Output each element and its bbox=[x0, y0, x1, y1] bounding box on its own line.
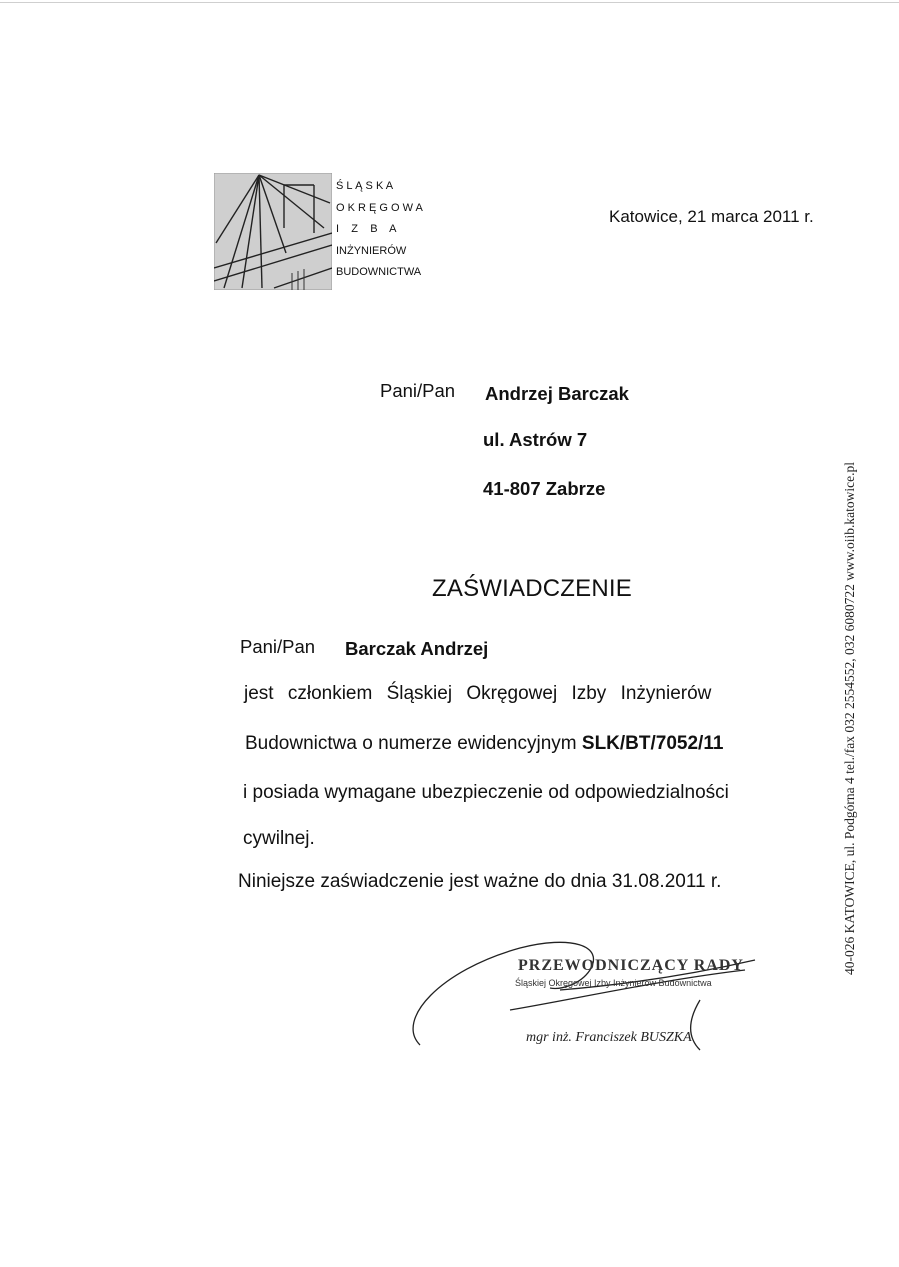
chamber-logo-text bbox=[336, 176, 423, 284]
stamp-title: PRZEWODNICZĄCY RADY bbox=[518, 957, 744, 974]
body-line-civil: cywilnej. bbox=[243, 828, 315, 849]
body-label: Pani/Pan bbox=[240, 636, 316, 657]
validity-statement: Niniejsze zaświadczenie jest ważne do dnia 31.08.2011 r. bbox=[238, 871, 722, 892]
logo-line: O K R Ę G O W A bbox=[336, 201, 423, 214]
chamber-logo-graphic bbox=[214, 173, 332, 290]
recipient-label: Pani/Pan bbox=[380, 380, 456, 401]
body-line-insurance: i posiada wymagane ubezpieczenie od odpowiedzialności bbox=[243, 782, 729, 803]
registration-text: Budownictwa o numerze ewidencyjnym bbox=[245, 733, 577, 754]
logo-line: INŻYNIERÓW bbox=[336, 244, 407, 257]
logo-line: Ś L Ą S K A bbox=[336, 180, 394, 192]
document-title: ZAŚWIADCZENIE bbox=[432, 575, 632, 602]
logo-line: BUDOWNICTWA bbox=[336, 266, 422, 278]
recipient-name: Andrzej Barczak bbox=[485, 383, 629, 404]
stamp-organization: Śląskiej Okręgowej Izby Inżynierów Budownictwa bbox=[515, 978, 712, 988]
side-contact-info: 40-026 KATOWICE, ul. Podgórna 4 tel./fax 032 2554552, 032 6080722 www.oiib.katowice.pl bbox=[842, 462, 857, 975]
scan-edge-line bbox=[0, 2, 899, 3]
body-line-registration bbox=[245, 733, 723, 755]
signer-name: mgr inż. Franciszek BUSZKA bbox=[526, 1030, 692, 1045]
body-name: Barczak Andrzej bbox=[345, 638, 489, 659]
recipient-city: 41-807 Zabrze bbox=[483, 478, 606, 499]
body-line-membership: jest członkiem Śląskiej Okręgowej Izby Inżynierów bbox=[244, 683, 712, 704]
registration-number: SLK/BT/7052/11 bbox=[581, 733, 724, 754]
document-date: Katowice, 21 marca 2011 r. bbox=[609, 207, 814, 226]
logo-line: I Z B A bbox=[336, 223, 397, 235]
recipient-street: ul. Astrów 7 bbox=[483, 429, 588, 450]
